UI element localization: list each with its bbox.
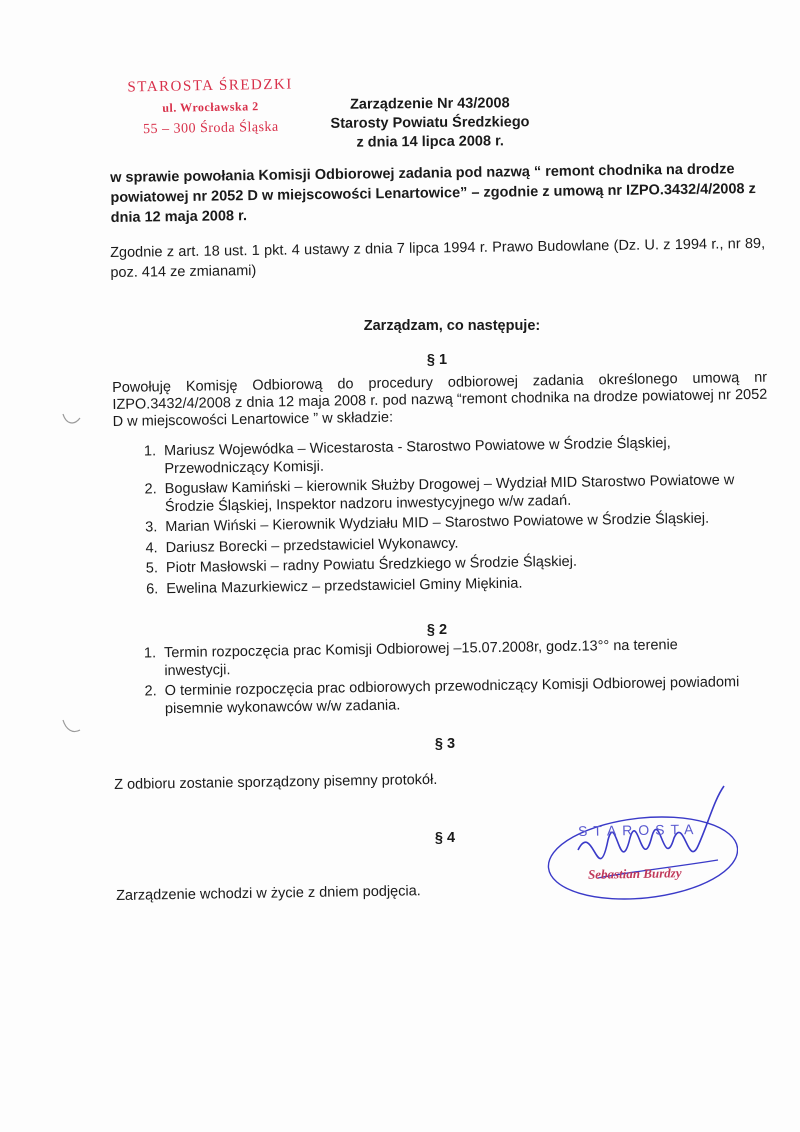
- commission-members-list: [112, 434, 772, 602]
- section-1-intro: Powołuję Komisję Odbiorową do procedury odbiorowej zadania określonego umową nr IZPO.3432/4/2008 z dnia 12 maja 2008 r. pod nazwą “remont chodnika na drodze powiatowej nr 2052 D w miejscowości Lenartowice ” w składzie:: [112, 369, 768, 430]
- section-4-text: Zarządzenie wchodzi w życie z dniem podjęcia.: [116, 883, 421, 904]
- section-1-heading: § 1: [426, 352, 448, 368]
- section-2-points: [112, 636, 741, 722]
- order-heading: Zarządzam, co następuje:: [363, 318, 541, 334]
- stamp-line-street: ul. Wrocławska 2: [162, 99, 259, 115]
- list-item: 4. Dariusz Borecki – przedstawiciel Wykonawcy.: [162, 530, 772, 557]
- section-4-heading: § 4: [434, 830, 456, 846]
- title-issuer: Starosty Powiatu Średzkiego: [330, 114, 530, 132]
- stamp-line-office: STAROSTA ŚREDZKI: [127, 76, 293, 96]
- legal-basis: Zgodnie z art. 18 ust. 1 pkt. 4 ustawy z dnia 7 lipca 1994 r. Prawo Budowlane (Dz. U. z 1994 r., nr 89, poz. 414 ze zmianami): [110, 235, 766, 281]
- list-item: 3. Marian Wiński – Kierownik Wydziału MID – Starostwo Powiatowe w Środzie Śląskiej.: [161, 510, 771, 537]
- title-date: z dnia 14 lipca 2008 r.: [356, 133, 504, 151]
- title-number: Zarządzenie Nr 43/2008: [349, 95, 510, 113]
- list-item: 5. Piotr Masłowski – radny Powiatu Średzkiego w Środzie Śląskiej.: [162, 551, 772, 578]
- section-3-text: Z odbioru zostanie sporządzony pisemny protokół.: [114, 771, 438, 793]
- section-3-heading: § 3: [434, 736, 456, 752]
- list-item: 2. Bogusław Kamiński – kierownik Służby Drogowej – Wydział MID Starostwo Powiatowe w Środzie Śląskiej, Inspektor nadzoru inwestycyjnego w/w zadań.: [161, 472, 771, 517]
- signature-scribble: [538, 780, 738, 910]
- stamp-line-city: 55 – 300 Środa Śląska: [142, 119, 279, 138]
- office-stamp: [107, 74, 313, 141]
- section-2-heading: § 2: [426, 622, 448, 638]
- margin-check-mark: [60, 716, 82, 738]
- list-item: 1. Termin rozpoczęcia prac Komisji Odbiorowej –15.07.2008r, godz.13°° na terenie inwestycji.: [160, 636, 740, 680]
- margin-check-mark: [60, 408, 82, 430]
- list-item: 1. Mariusz Wojewódka – Wicestarosta - Starostwo Powiatowe w Środzie Śląskiej, Przewodniczący Komisji.: [160, 434, 770, 479]
- list-item: 2. O terminie rozpoczęcia prac odbiorowych przewodniczący Komisji Odbiorowej powiadomi pisemnie wykonawców w/w zadania.: [161, 674, 741, 718]
- signature-stamp-label: STAROSTA: [577, 820, 700, 840]
- list-item: 6. Ewelina Mazurkiewicz – przedstawiciel Gminy Miękinia.: [162, 571, 772, 598]
- document-subject: w sprawie powołania Komisji Odbiorowej zadania pod nazwą “ remont chodnika na drodze powiatowej nr 2052 D w miejscowości Lenartowice” – zgodnie z umową nr IZPO.3432/4/2008 z dnia 12 maja 2008 r.: [110, 161, 756, 226]
- document-title: [310, 94, 550, 153]
- signatory-name: Sebastian Burdzy: [587, 865, 682, 882]
